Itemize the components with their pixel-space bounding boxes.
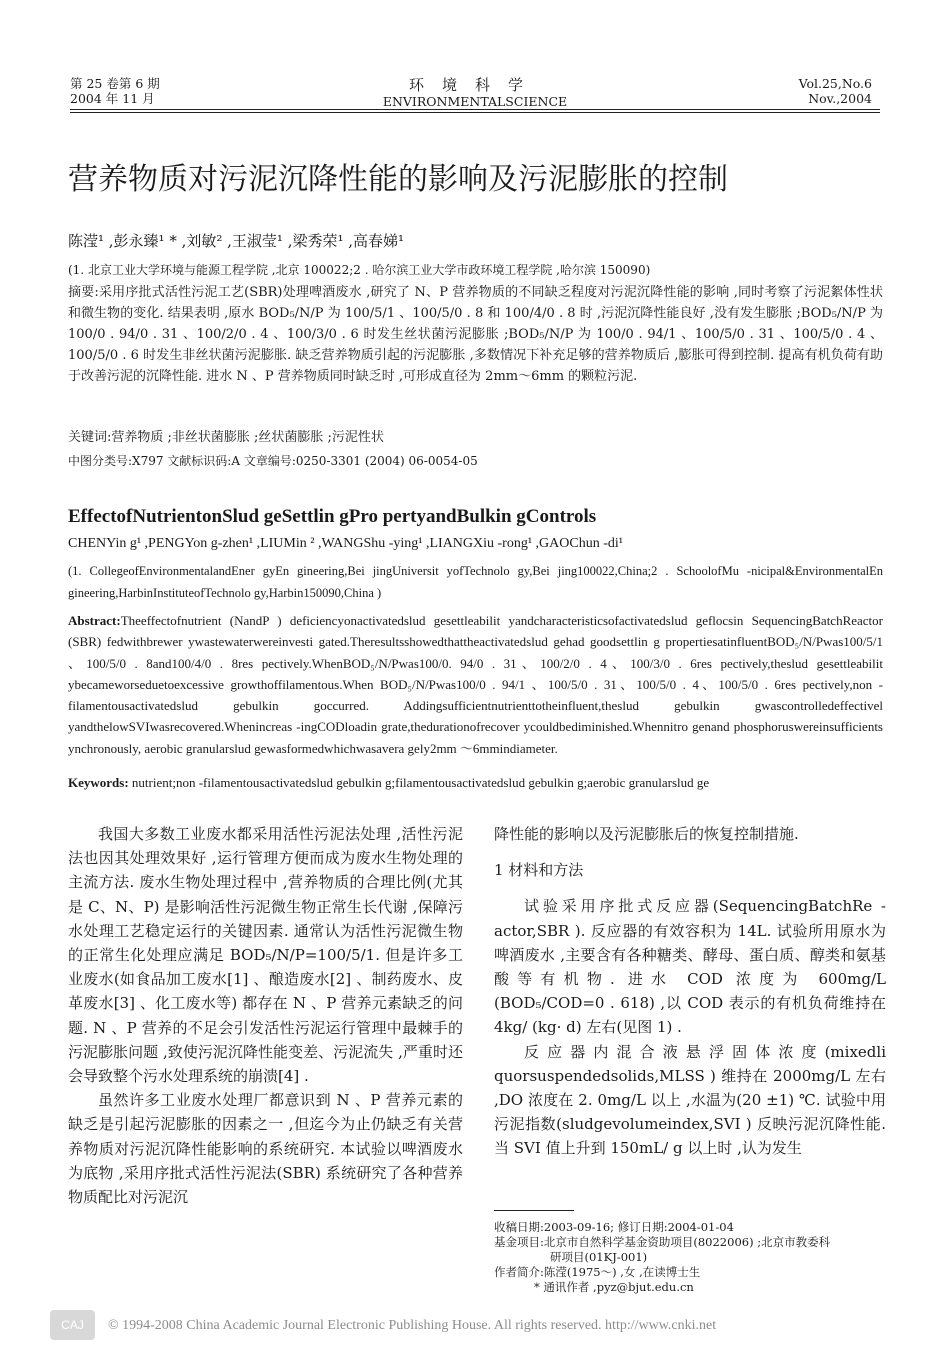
body-column-left <box>68 822 463 1209</box>
copyright-footer: © 1994-2008 China Academic Journal Electronic Publishing House. All rights reserved. http://www.cnki.net <box>108 1318 717 1333</box>
volume-line: 第 25 卷第 6 期 <box>70 76 160 91</box>
fund-line: 基金项目:北京市自然科学基金资助项目(8022006) ;北京市教委科 <box>494 1235 831 1249</box>
abstract-en-label: Abstract: <box>68 613 121 628</box>
logo-text: CAJ <box>61 1318 84 1332</box>
corresponding-author: * 通讯作者 ,pyz@bjut.edu.cn <box>534 1280 694 1294</box>
section-heading: 1 材料和方法 <box>494 861 584 880</box>
author-bio: 作者简介:陈滢(1975～) ,女 ,在读博士生 <box>494 1265 701 1279</box>
volume-line-en: Vol.25,No.6 <box>798 76 872 91</box>
journal-volume-info-en <box>799 76 872 106</box>
footnotes <box>494 1220 894 1295</box>
affiliation-en: (1. CollegeofEnvironmentalandEner gyEn gineering,Bei jingUniversit yofTechnolo gy,Bei jing100022,China;2 . SchoolofMu -nicipal&EnvironmentalEn gineering,HarbinInstituteofTechnolo gy,Harbin150090,China ) <box>68 564 883 600</box>
journal-name <box>330 76 620 109</box>
keywords-en-text: nutrient;non -filamentousactivatedslud gebulkin g;filamentousactivatedslud gebulkin g;aerobic granularslud ge <box>128 775 710 790</box>
body-paragraph: 虽然许多工业废水处理厂都意识到 N 、P 营养元素的缺乏是引起污泥膨胀的因素之一 ,但迄今为止仍缺乏有关营养物质对污泥沉降性能影响的系统研究. 本试验以啤酒废水为底物 ,采用序批式活性污泥法(SBR) 系统研究了各种营养物质配比对污泥沉 <box>68 1091 463 1207</box>
body-paragraph: 反应器内混合液悬浮固体浓度(mixedli quorsuspendedsolids,MLSS ) 维持在 2000mg/L 左右 ,DO 浓度在 2. 0mg/L 以上 ,水温为(20 ±1) ℃. 试验中用污泥指数(sludgevolumeindex,SVI ) 反映污泥沉降性能. 当 SVI 值上升到 150mL/ g 以上时 ,认为发生 <box>494 1042 886 1158</box>
journal-name-en: ENVIRONMENTALSCIENCE <box>382 94 568 109</box>
abstract-en <box>68 610 883 759</box>
publisher-logo-icon <box>50 1310 95 1340</box>
keywords-cn: 关键词:营养物质 ;非丝状菌膨胀 ;丝状菌膨胀 ;污泥性状 <box>68 430 384 445</box>
journal-name-cn: 环境科学 <box>408 76 541 94</box>
keywords-en-label: Keywords: <box>68 775 129 790</box>
date-line: 2004 年 11 月 <box>70 91 155 106</box>
paper-title-en: EffectofNutrientonSlud geSettlin gPro pertyandBulkin gControls <box>68 506 597 527</box>
fund-line-cont: 研项目(01KJ-001) <box>550 1250 648 1264</box>
header-rule <box>70 109 880 110</box>
classification-cn: 中图分类号:X797 文献标识码:A 文章编号:0250-3301 (2004) 06-0054-05 <box>68 454 478 468</box>
footnote-rule <box>494 1210 574 1211</box>
paper-title-cn: 营养物质对污泥沉降性能的影响及污泥膨胀的控制 <box>68 162 728 197</box>
date-line-en: Nov.,2004 <box>808 91 872 106</box>
body-paragraph-continued: 降性能的影响以及污泥膨胀后的恢复控制措施. <box>494 825 799 843</box>
body-paragraph: 我国大多数工业废水都采用活性污泥法处理 ,活性污泥法也因其处理效果好 ,运行管理方便而成为废水生物处理的主流方法. 废水生物处理过程中 ,营养物质的合理比例(尤其是 C、N、P) 是影响活性污泥微生物正常生长代谢 ,保障污水处理工艺稳定运行的关键因素. 通常认为活性污泥微生物的正常生化处理应满足 BOD₅/N/P=100/5/1. 但是许多工业废水(如食品加工废水[1] 、酿造废水[2] 、制药废水、皮革废水[3] 、化工废水等) 都存在 N 、P 营养元素缺乏的问题. N 、P 营养的不足会引发活性污泥运行管理中最棘手的污泥膨胀问题 ,致使污泥沉降性能变差、污泥流失 ,严重时还会导致整个污水处理系统的崩溃[4] . <box>68 825 463 1086</box>
affiliation-cn: (1. 北京工业大学环境与能源工程学院 ,北京 100022;2 . 哈尔滨工业大学市政环境工程学院 ,哈尔滨 150090) <box>68 263 651 277</box>
header-rule-double <box>70 112 880 113</box>
authors-cn: 陈滢¹ ,彭永臻¹ * ,刘敏² ,王淑莹¹ ,梁秀荣¹ ,高春娣¹ <box>68 232 405 250</box>
abstract-en-text: Theeffectofnutrient (NandP ) deficiencyonactivatedslud gesettleabilit yandcharacteristicsofactivatedslud geflocsin SequencingBatchReactor (SBR) fedwithbrewer ywastewaterwereinvesti gated.Theresultsshowedthattheactivatedslud gehad goodsettlin g propertiesatinfluentBOD₅/N/Pwas100/5/1 、100/5/0 . 8and100/4/0 . 8res pectively.WhenBOD₅/N/Pwas100/0. 94/0 . 31、100/2/0 . 4、100/3/0 . 6res pectively,theslud gesettleabilit ybecameworseduetoexcessive growthoffilamentous.When BOD₅/N/Pwas100/0 . 94/1 、100/5/0 . 31、100/5/0 . 4、100/5/0 . 6res pectively,non -filamentousactivatedslud gebulkin goccurred. Addingsufficientnutrienttotheinfluent,theslud gebulkin gwascontrolledeffectivel yandthelowSVIwasrecovered.Whenincreas -ingCODloadin grate,thedurationofrecover ycouldbediminished.Whennitro genand phosphoruswereinsufficients ynchronously, aerobic granularslud gewasformedwhichwasavera gely2mm ～6mmindiameter. <box>68 613 883 756</box>
authors-en: CHENYin g¹ ,PENGYon g-zhen¹ ,LIUMin ² ,WANGShu -ying¹ ,LIANGXiu -rong¹ ,GAOChun -di¹ <box>68 536 623 551</box>
keywords-en <box>68 772 883 793</box>
body-column-right <box>494 822 886 1161</box>
body-paragraph: 试验采用序批式反应器(SequencingBatchRe -actor,SBR ). 反应器的有效容积为 14L. 试验所用原水为啤酒废水 ,主要含有各种糖类、酵母、蛋白质、醇类和氨基酸等有机物. 进水 COD 浓度为 600mg/L (BOD₅/COD=0 . 618) ,以 COD 表示的有机负荷维持在 4kg/ (kg· d) 左右(见图 1) . <box>494 897 886 1037</box>
received-date: 收稿日期:2003-09-16; 修订日期:2004-01-04 <box>494 1220 734 1234</box>
journal-volume-info <box>70 76 160 106</box>
abstract-cn: 摘要:采用序批式活性污泥工艺(SBR)处理啤酒废水 ,研究了 N、P 营养物质的不同缺乏程度对污泥沉降性能的影响 ,同时考察了污泥絮体性状和微生物的变化. 结果表明 ,原水 BOD₅/N/P 为 100/5/1 、100/5/0 . 8 和 100/4/0 . 8 时 ,污泥沉降性能良好 ,没有发生膨胀 ;BOD₅/N/P 为 100/0 . 94/0 . 31 、100/2/0 . 4 、100/3/0 . 6 时发生丝状菌污泥膨胀 ;BOD₅/N/P 为 100/0 . 94/1 、100/5/0 . 31 、100/5/0 . 4 、100/5/0 . 6 时发生非丝状菌污泥膨胀. 缺乏营养物质引起的污泥膨胀 ,多数情况下补充足够的营养物质后 ,膨胀可得到控制. 提高有机负荷有助于改善污泥的沉降性能. 进水 N 、P 营养物质同时缺乏时 ,可形成直径为 2mm～6mm 的颗粒污泥. <box>68 285 883 384</box>
